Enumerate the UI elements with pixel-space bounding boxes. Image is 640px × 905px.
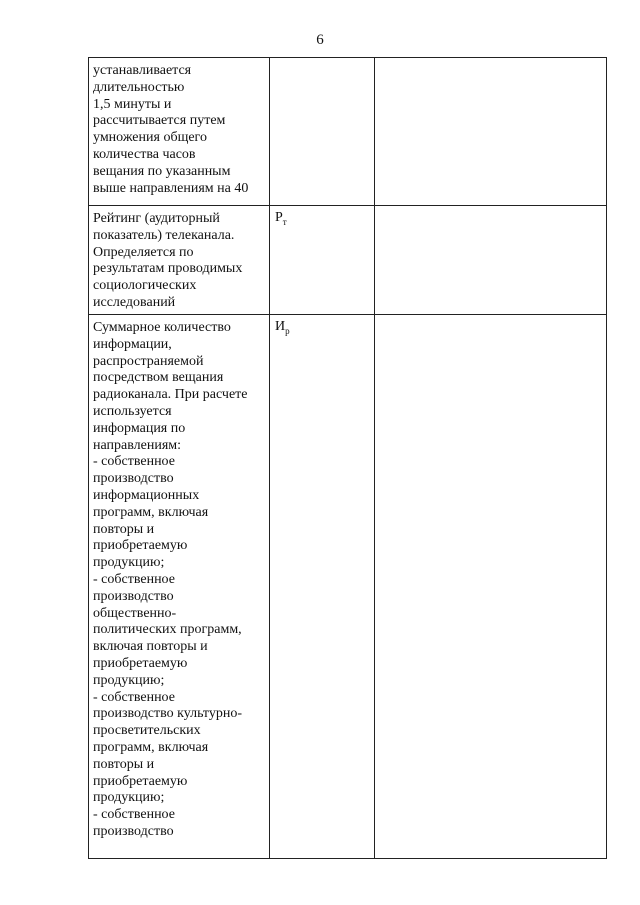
description-cell [89, 206, 270, 315]
description-line: выше направлениям на 40 [93, 180, 249, 196]
description-line: количества часов [93, 146, 196, 162]
description-line: показатель) телеканала. [93, 227, 235, 243]
description-line: продукцию; [93, 672, 165, 688]
description-line: производство [93, 471, 174, 487]
value-cell [375, 315, 607, 859]
description-line: рассчитывается путем [93, 113, 226, 129]
description-line: посредством вещания [93, 370, 224, 386]
page-number: 6 [316, 32, 324, 48]
description-line: вещания по указанным [93, 163, 231, 179]
description-line: производство [93, 588, 174, 604]
value-cell [375, 206, 607, 315]
description-line: устанавливается [93, 63, 192, 78]
description-line: исследований [93, 294, 176, 310]
description-line: информационных [93, 487, 200, 503]
description-line: производство [93, 823, 174, 839]
value-cell [375, 58, 607, 206]
symbol-cell [270, 58, 375, 206]
description-line: просветительских [93, 723, 201, 739]
description-line: - собственное [93, 807, 175, 823]
description-line: Суммарное количество [93, 320, 231, 335]
table-row [89, 206, 607, 315]
description-line: производство культурно- [93, 706, 243, 722]
description-line: - собственное [93, 571, 175, 587]
description-line: направлениям: [93, 437, 182, 453]
description-line: повторы и [93, 756, 155, 772]
description-line: приобретаемую [93, 538, 188, 554]
description-line: умножения общего [93, 130, 207, 146]
description-line: Рейтинг (аудиторный [93, 211, 220, 226]
description-line: Определяется по [93, 244, 194, 260]
description-line: информации, [93, 336, 172, 352]
description-line: программ, включая [93, 504, 209, 520]
description-line: распространяемой [93, 353, 204, 369]
description-line: - собственное [93, 689, 175, 705]
description-line: используется [93, 403, 172, 419]
description-line: радиоканала. При расчете [93, 387, 248, 403]
symbol-base: И [275, 319, 286, 334]
symbol-subscript: т [282, 216, 287, 227]
description-line: информация по [93, 420, 186, 436]
description-line: политических программ, [93, 622, 242, 638]
symbol-cell [270, 315, 375, 859]
description-line: длительностью [93, 79, 185, 95]
description-line: включая повторы и [93, 639, 208, 655]
description-line: 1,5 минуты и [93, 96, 172, 112]
description-line: приобретаемую [93, 773, 188, 789]
description-line: общественно- [93, 605, 177, 621]
description-line: повторы и [93, 521, 155, 537]
description-cell [89, 315, 270, 859]
description-line: продукцию; [93, 790, 165, 806]
description-line: программ, включая [93, 739, 209, 755]
description-line: приобретаемую [93, 655, 188, 671]
symbol-cell [270, 206, 375, 315]
description-line: социологических [93, 278, 197, 294]
table-row [89, 58, 607, 206]
symbol-subscript: р [285, 325, 290, 336]
description-line: - собственное [93, 454, 175, 470]
description-cell [89, 58, 270, 206]
description-line: продукцию; [93, 555, 165, 571]
table-row [89, 315, 607, 859]
indicator-table [88, 57, 607, 859]
description-line: результатам проводимых [93, 261, 243, 277]
symbol-base: Р [275, 210, 283, 225]
